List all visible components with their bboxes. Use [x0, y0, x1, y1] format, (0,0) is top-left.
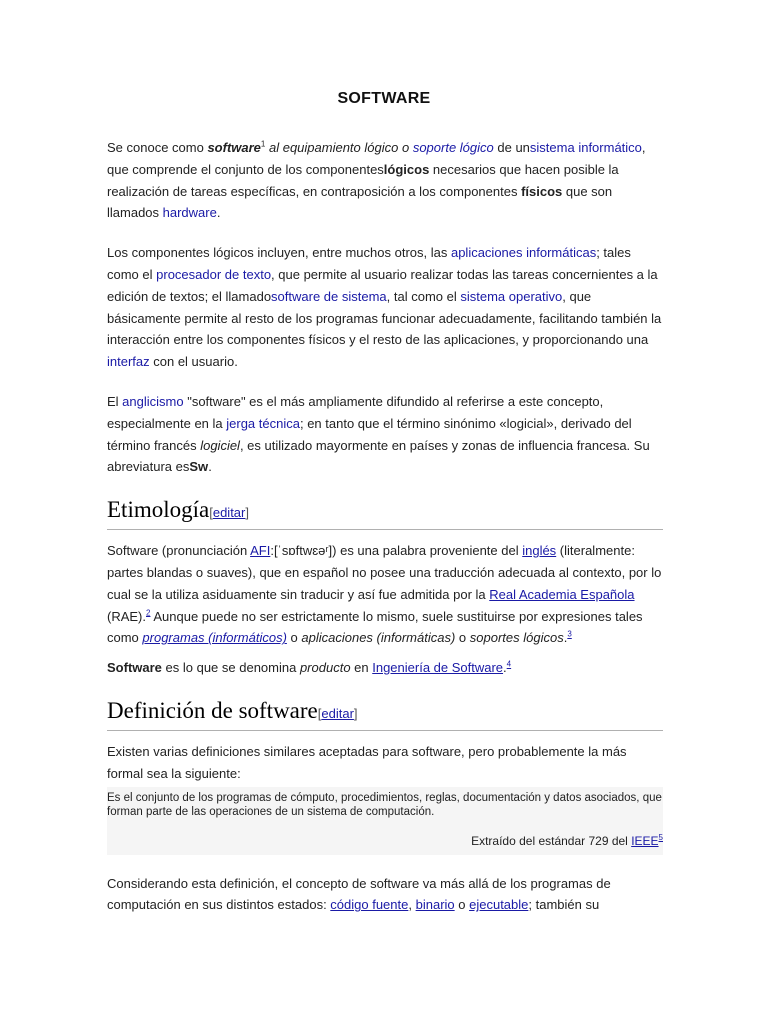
- text-span: :[ˈsɒftwɛəʳ]) es una palabra proveniente del: [270, 543, 523, 559]
- text-span: necesarios que hacen posible la realización de tareas específicas, en contraposición a los componentes: [107, 161, 619, 199]
- text-span: de un: [493, 140, 530, 155]
- text-span: o: [454, 897, 470, 913]
- italic-term: aplicaciones (informáticas): [301, 630, 456, 646]
- text-span: ; tales como el: [107, 245, 631, 282]
- link-soporte-logico[interactable]: soporte lógico: [412, 140, 494, 155]
- text-span: o: [286, 630, 302, 646]
- definition-quote: [107, 787, 663, 855]
- etymology-paragraph: [107, 540, 663, 649]
- text-span: Considerando esta definición, el concepto de software va más allá de los programas de computación en sus distintos estados:: [107, 875, 611, 913]
- bold-term-software: Software: [107, 660, 162, 676]
- text-span: , es utilizado mayormente en países y zonas de influencia francesa. Su abreviatura es: [107, 437, 650, 475]
- text-span: , que permite al usuario realizar todas las tareas concernientes a la edición de textos; el llamado: [107, 266, 658, 304]
- link-jerga-tecnica[interactable]: jerga técnica: [226, 415, 300, 431]
- edit-link[interactable]: editar: [321, 705, 354, 721]
- text-span: ; en tanto que el término sinónimo «logicial», derivado del término francés: [107, 415, 632, 453]
- text-span: , tal como el: [386, 288, 461, 304]
- italic-term: soportes lógicos: [469, 630, 564, 646]
- text-span: Los componentes lógicos incluyen, entre muchos otros, las: [107, 245, 451, 261]
- link-codigo-fuente[interactable]: código fuente: [330, 897, 409, 913]
- quote-text: Es el conjunto de los programas de cómputo, procedimientos, reglas, documentación y datos asociados, que forman parte de las operaciones de un sistema de computación.: [107, 791, 662, 818]
- link-hardware[interactable]: hardware: [162, 205, 217, 221]
- quote-citation: [107, 833, 663, 849]
- link-sistema-operativo[interactable]: sistema operativo: [460, 288, 563, 304]
- text-span: es lo que se denomina: [161, 660, 300, 676]
- edit-section-control: [209, 505, 249, 520]
- footnote-ref[interactable]: 3: [567, 630, 572, 640]
- bold-term-sw: Sw: [189, 459, 209, 475]
- intro-paragraph: [107, 137, 663, 224]
- edit-link[interactable]: editar: [212, 505, 246, 521]
- text-span: ; también su: [528, 897, 600, 913]
- bracket: [: [209, 505, 213, 521]
- components-paragraph: [107, 242, 663, 373]
- text-span: Se conoce como: [107, 140, 208, 155]
- text-span: "software" es el más ampliamente difundido al referirse a este concepto, especialmente en la: [107, 393, 604, 431]
- article-body: [107, 137, 663, 934]
- link-ejecutable[interactable]: ejecutable: [469, 897, 529, 913]
- link-ieee[interactable]: IEEE: [631, 833, 659, 848]
- link-procesador-de-texto[interactable]: procesador de texto: [156, 266, 272, 282]
- text-span: El: [107, 393, 123, 409]
- footnote-ref[interactable]: 5: [658, 832, 663, 842]
- link-sistema-informatico[interactable]: sistema informático: [529, 140, 642, 155]
- bold-term-logicos: lógicos: [383, 161, 430, 177]
- bracket: ]: [245, 505, 249, 521]
- link-anglicismo[interactable]: anglicismo: [122, 393, 184, 409]
- text-span: , que comprende el conjunto de los componentes: [107, 140, 646, 177]
- bold-term-software: software: [207, 140, 261, 155]
- italic-term-logiciel: logiciel: [200, 437, 240, 453]
- section-title: Etimología: [107, 497, 210, 523]
- footnote-ref[interactable]: 4: [506, 659, 512, 669]
- section-heading-definicion: [107, 697, 663, 731]
- link-interfaz[interactable]: interfaz: [107, 354, 150, 370]
- link-software-de-sistema[interactable]: software de sistema: [271, 288, 387, 304]
- link-programas-informaticos[interactable]: programas (informáticos): [142, 630, 287, 646]
- text-span: (literalmente: partes blandas o suaves), que en español no posee una traducción adecuada al contexto, por lo cual se la utiliza asiduamente sin traducir y así fue admitida por la: [107, 543, 662, 602]
- text-span: Software (pronunciación: [107, 543, 251, 559]
- link-real-academia-espanola[interactable]: Real Academia Española: [489, 586, 635, 602]
- text-span: .: [208, 459, 212, 475]
- link-aplicaciones-informaticas[interactable]: aplicaciones informáticas: [450, 245, 597, 261]
- link-ingles[interactable]: inglés: [522, 543, 557, 559]
- page-title: SOFTWARE: [337, 90, 431, 107]
- text-span: ,: [408, 897, 416, 913]
- link-afi[interactable]: AFI: [250, 543, 271, 559]
- footnote-ref[interactable]: 1: [260, 139, 266, 149]
- section-title: Definición de software: [107, 697, 318, 723]
- footnote-ref[interactable]: 2: [146, 608, 151, 618]
- text-span: en: [350, 660, 373, 676]
- section-heading-etimologia: [107, 496, 663, 530]
- text-span: , que básicamente permite al resto de los programas funcionar adecuadamente, facilitando también la interacción entre los componentes físicos y el resto de las aplicaciones, y proporcionando una: [107, 288, 662, 348]
- text-span: que son llamados: [107, 183, 613, 221]
- text-span: .: [563, 630, 568, 646]
- text-span: Aunque puede no ser estrictamente lo mismo, suele sustituirse por expresiones tales como: [107, 608, 643, 646]
- text-span: .: [216, 205, 221, 221]
- link-binario[interactable]: binario: [415, 897, 455, 913]
- citation-text: Extraído del estándar 729 del: [471, 833, 632, 848]
- definitions-paragraph: Existen varias definiciones similares aceptadas para software, pero probablemente la más formal sea la siguiente:: [107, 743, 627, 781]
- text-span: .: [503, 660, 507, 676]
- considering-paragraph: [107, 873, 663, 917]
- product-paragraph: [107, 657, 663, 679]
- link-ingenieria-de-software[interactable]: Ingeniería de Software: [372, 660, 504, 676]
- edit-section-control: [318, 706, 358, 721]
- italic-term-producto: producto: [299, 660, 351, 676]
- bracket: [: [317, 705, 322, 721]
- text-span: al equipamiento lógico o: [265, 140, 413, 155]
- bold-term-fisicos: físicos: [521, 183, 563, 199]
- text-span: (RAE).: [107, 608, 146, 624]
- anglicism-paragraph: [107, 391, 663, 478]
- text-span: con el usuario.: [149, 354, 238, 370]
- bracket: ]: [353, 705, 358, 721]
- text-span: o: [455, 630, 470, 646]
